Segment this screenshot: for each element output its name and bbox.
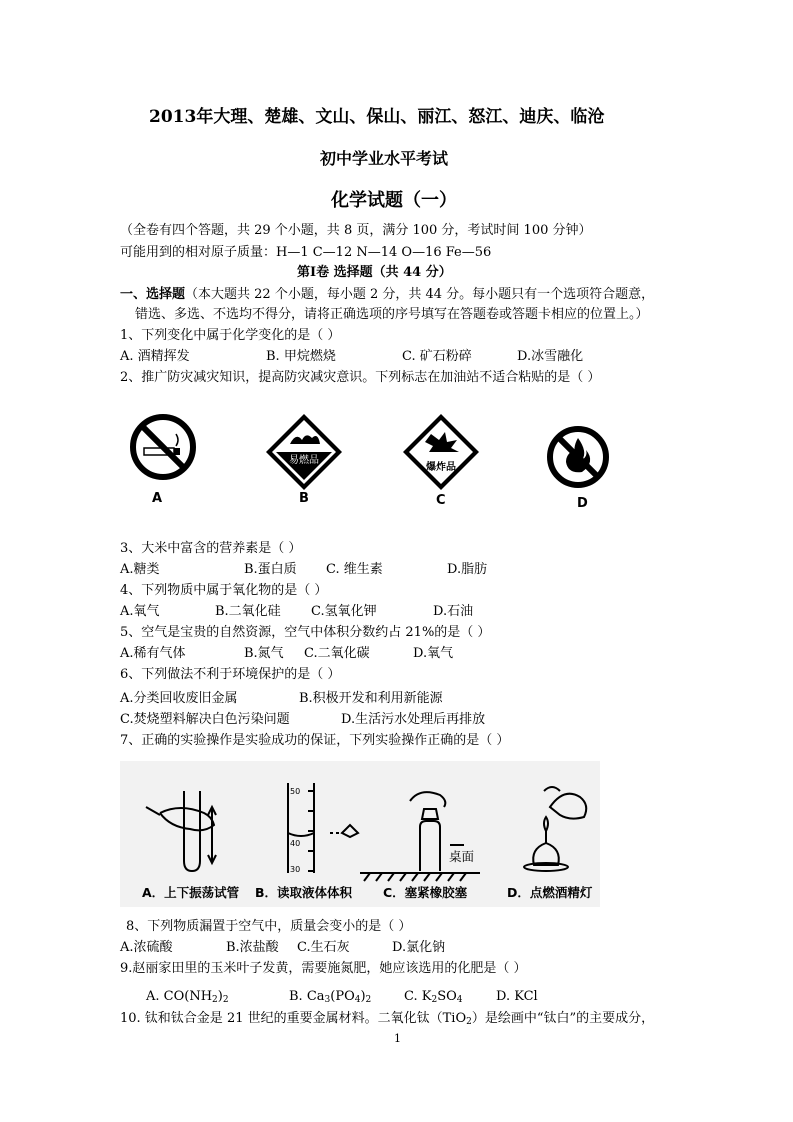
q5-option-b: B.氮气 — [244, 646, 284, 661]
q5-option-c: C.二氧化碳 — [304, 646, 370, 661]
q5-option-d: D.氧气 — [413, 646, 454, 661]
q7-desk-label: 桌面 — [449, 849, 475, 864]
part-intro-1 — [120, 287, 654, 303]
q9-b-mid: (PO — [330, 989, 355, 1004]
q2-label-b: B — [299, 491, 309, 506]
explosive-sign-icon — [401, 412, 481, 492]
q1-option-d: D.冰雪融化 — [517, 349, 584, 364]
q5-option-a: A.稀有气体 — [120, 646, 186, 661]
q8-stem: 8、下列物质漏置于空气中，质量会变小的是（ ） — [126, 919, 412, 934]
q9-c-mid: SO — [437, 989, 457, 1004]
q6-option-a: A.分类回收废旧金属 — [120, 691, 238, 706]
q8-option-a: A.浓硫酸 — [120, 940, 173, 955]
q4-stem: 4、下列物质中属于氧化物的是（ ） — [120, 583, 328, 598]
q7-caption-d: D．点燃酒精灯 — [507, 885, 593, 900]
title-line-1: 2013年大理、楚雄、文山、保山、丽江、怒江、迪庆、临沧 — [149, 107, 605, 127]
q3-option-d: D.脂肪 — [447, 562, 488, 577]
q9-a-text: A. CO(NH — [146, 989, 213, 1004]
q8-option-c: C.生石灰 — [297, 940, 350, 955]
q9-option-b — [289, 989, 371, 1008]
part-label: 一、选择题 — [120, 287, 186, 302]
q9-stem: 9.赵丽家田里的玉米叶子发黄，需要施氮肥，她应该选用的化肥是（ ） — [120, 961, 527, 976]
q9-a-sub: 2 — [212, 995, 218, 1005]
q3-option-c: C. 维生素 — [326, 562, 383, 577]
q5-stem: 5、空气是宝贵的自然资源，空气中体积分数约占 21%的是（ ） — [120, 625, 491, 640]
q6-stem: 6、下列做法不利于环境保护的是（ ） — [120, 667, 341, 682]
section-title: 第Ⅰ卷 选择题（共 44 分） — [297, 265, 452, 280]
q9-a-suffix: ) — [217, 989, 223, 1004]
q1-stem: 1、下列变化中属于化学变化的是（ ） — [120, 328, 341, 343]
no-smoking-sign-icon — [128, 412, 198, 482]
q7-scale-40: 40 — [290, 839, 301, 848]
exam-note: （全卷有四个答题，共 29 个小题，共 8 页，满分 100 分，考试时间 100 分钟） — [120, 223, 592, 238]
q9-option-a — [146, 989, 229, 1008]
q9-b-sub3: 2 — [365, 995, 372, 1005]
q3-option-a: A.糖类 — [120, 562, 160, 577]
sign-c-text: 爆炸品 — [426, 462, 456, 473]
part-desc-1: （本大题共 22 个小题，每小题 2 分，共 44 分。每小题只有一个选项符合题意， — [185, 287, 655, 302]
q7-caption-b: B．读取液体体积 — [255, 885, 353, 900]
q3-stem: 3、大米中富含的营养素是（ ） — [120, 541, 302, 556]
q3-option-b: B.蛋白质 — [244, 562, 297, 577]
q1-option-b: B. 甲烷燃烧 — [266, 349, 336, 364]
q4-option-a: A.氧气 — [120, 604, 160, 619]
q9-option-d: D. KCl — [496, 989, 538, 1004]
q2-label-c: C — [436, 493, 446, 508]
q4-option-d: D.石油 — [433, 604, 474, 619]
page-number: 1 — [394, 1032, 401, 1045]
q7-caption-c: C．塞紧橡胶塞 — [383, 885, 468, 900]
q9-b-sub2: 4 — [354, 995, 361, 1005]
sign-b-text: 易燃品 — [289, 455, 319, 466]
q7-stem: 7、正确的实验操作是实验成功的保证，下列实验操作正确的是（ ） — [120, 733, 510, 748]
q2-label-d: D — [577, 496, 588, 511]
q7-scale-50: 50 — [290, 787, 301, 796]
q8-option-d: D.氯化钠 — [392, 940, 446, 955]
q4-option-b: B.二氧化硅 — [215, 604, 281, 619]
title-line-3: 化学试题（一） — [331, 190, 457, 211]
q4-option-c: C.氢氧化钾 — [311, 604, 377, 619]
part-intro-2: 错选、多选、不选均不得分，请将正确选项的序号填写在答题卷或答题卡相应的位置上。） — [135, 307, 649, 322]
q10-stem-text: 10. 钛和钛合金是 21 世纪的重要金属材料。二氧化钛（TiO — [120, 1011, 467, 1026]
q10-stem — [120, 1011, 654, 1030]
q10-stem-sub: 2 — [466, 1017, 472, 1027]
q9-c-sub2: 4 — [456, 995, 463, 1005]
q6-option-d: D.生活污水处理后再排放 — [341, 712, 486, 727]
q10-stem-suffix: ）是绘画中“钛白”的主要成分， — [471, 1011, 655, 1026]
title-line-2: 初中学业水平考试 — [320, 149, 449, 168]
q1-option-c: C. 矿石粉碎 — [402, 349, 472, 364]
q7-caption-a: A．上下振荡试管 — [142, 885, 240, 900]
q9-c-sub: 2 — [431, 995, 438, 1005]
atomic-mass-line: 可能用到的相对原子质量：H—1 C—12 N—14 O—16 Fe—56 — [120, 245, 492, 260]
q9-b-suffix: ) — [360, 989, 366, 1004]
flammable-sign-icon — [264, 412, 344, 492]
q2-stem: 2、推广防灾减灾知识，提高防灾减灾意识。下列标志在加油站不适合粘贴的是（ ） — [120, 370, 601, 385]
q9-a-sub2: 2 — [222, 995, 229, 1005]
q6-option-b: B.积极开发和利用新能源 — [299, 691, 443, 706]
q9-c-text: C. K — [404, 989, 432, 1004]
q9-option-c — [404, 989, 463, 1008]
q9-b-text: B. Ca — [289, 989, 325, 1004]
q7-lab-operations-figure — [120, 761, 600, 907]
q8-option-b: B.浓盐酸 — [226, 940, 279, 955]
q6-option-c: C.焚烧塑料解决白色污染问题 — [120, 712, 290, 727]
q2-label-a: A — [152, 491, 163, 506]
q9-b-sub: 3 — [324, 995, 331, 1005]
q7-scale-30: 30 — [290, 865, 301, 874]
no-fire-sign-icon — [545, 424, 611, 490]
q1-option-a: A. 酒精挥发 — [120, 349, 190, 364]
